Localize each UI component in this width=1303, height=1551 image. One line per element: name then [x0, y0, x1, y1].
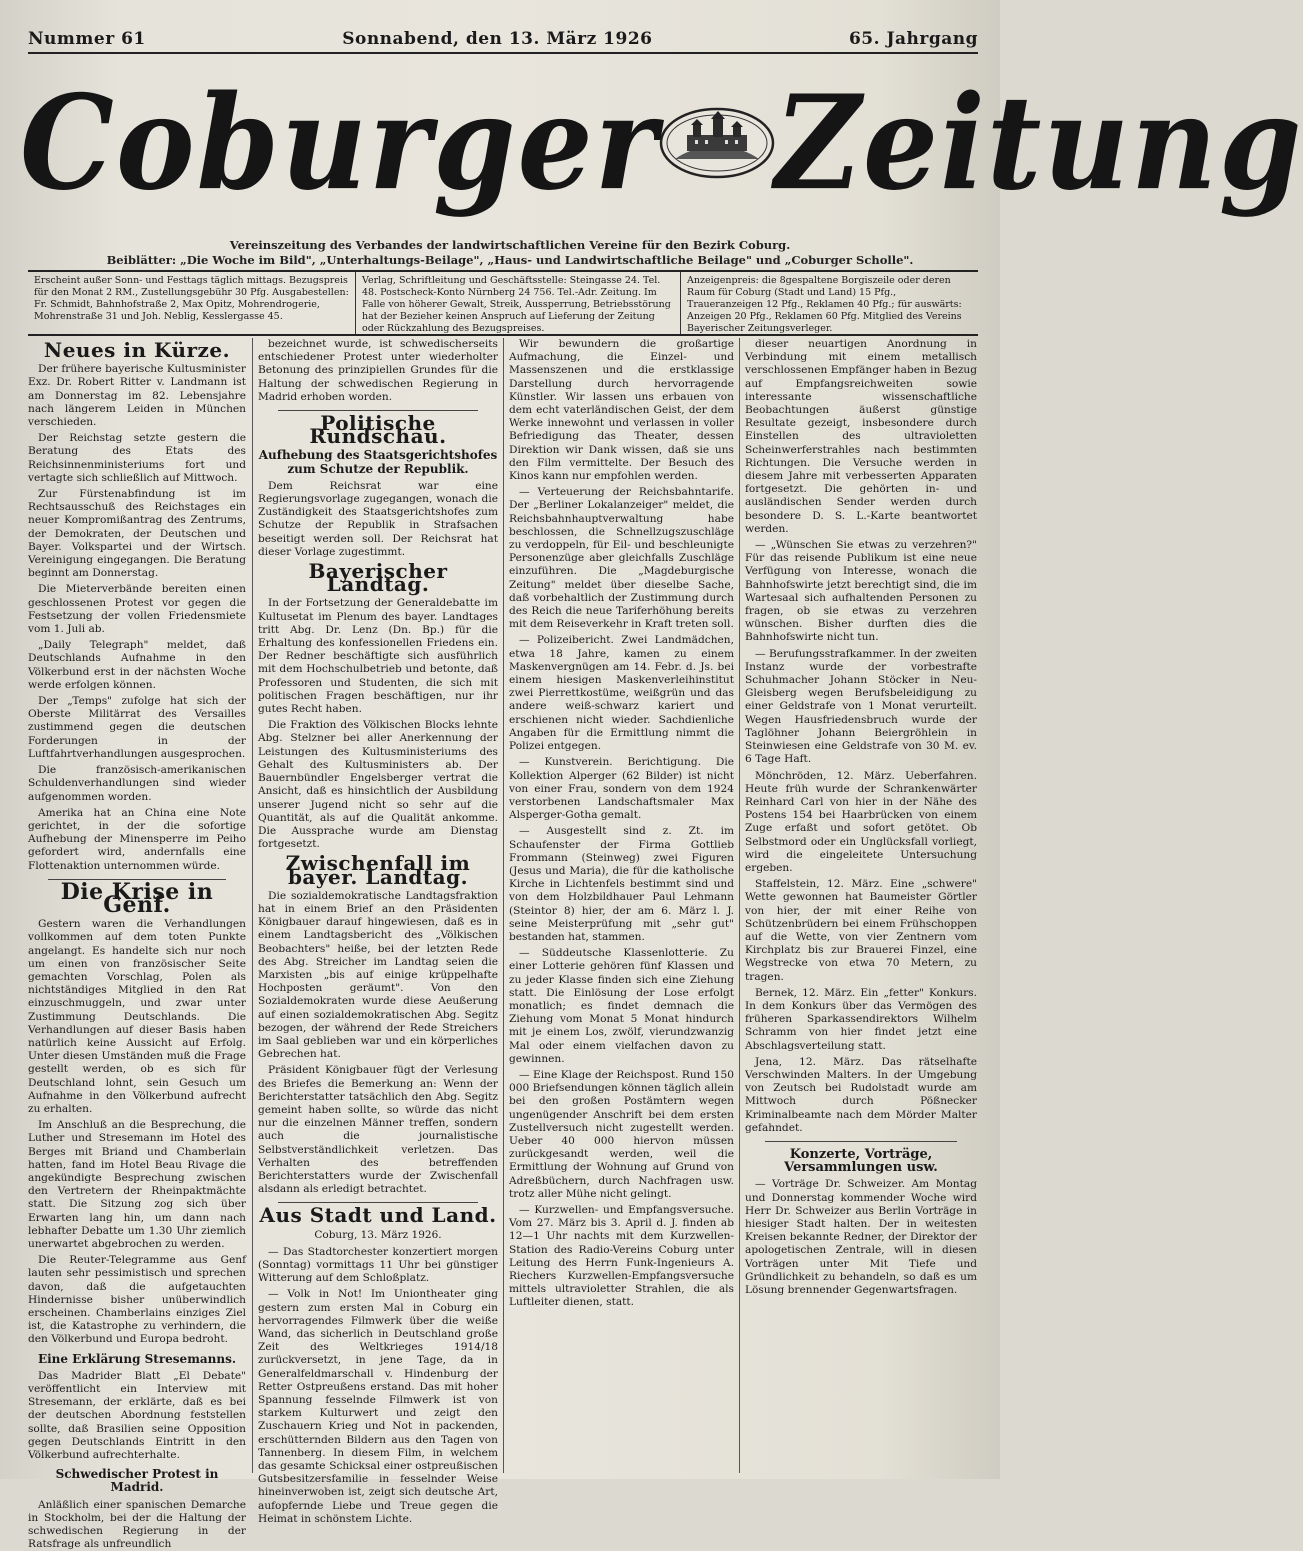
publisher-info: Verlag, Schriftleitung und Geschäftsstelle: Steingasse 24. Tel. 48. Postscheck-Konto Nürnberg 24 756. Tel.-Adr. Zeitung. Im Falle von höherer Gewalt, Streik, Aussperrung, Betriebsstörung hat der Bezieher keinen Anspruch auf Lieferung der Zeitung oder Rückzahlung des Bezugspreises.	[356, 272, 681, 334]
article-paragraph: Im Anschluß an die Besprechung, die Luther und Stresemann im Hotel des Berges mit Briand und Chamberlain hatten, fand im Hotel Beau Rivage die angekündigte Besprechung zwischen den Vertretern der Rheinpaktmächte statt. Die Sitzung zog sich über Erwarten lang hin, um dann nach lebhafter Debatte um 1.30 Uhr ziemlich unerwartet abgebrochen zu werden.	[28, 1119, 246, 1250]
masthead	[20, 58, 1303, 228]
heading-zwischenfall-landtag: Zwischenfall im bayer. Landtag.	[285, 851, 471, 889]
column-3	[509, 338, 734, 1473]
heading-politische-rundschau: Politische Rundschau.	[309, 411, 447, 449]
article-paragraph: — Verteuerung der Reichsbahntarife. Der „Berliner Lokalanzeiger" meldet, die Reichsbahnhauptverwaltung habe beschlossen, die Schnellzugszuschläge zu verdoppeln, für Eil- und beschleunigte Personenzüge aber gleichfalls Zuschläge einzuführen. Die „Magdeburgische Zeitung" meldet über dieselbe Sache, daß vorbehaltlich der Zustimmung durch des Reich die neue Tariferhöhung bereits mit dem Reiseverkehr in Kraft treten soll.	[509, 486, 734, 631]
article-paragraph: Wir bewundern die großartige Aufmachung, die Einzel- und Massenszenen und die erstklassige Darstellung durch hervorragende Künstler. Wir lassen uns erbauen von dem echt vaterländischen Geist, der dem Werke innewohnt und verlassen in voller Befriedigung das Theater, dessen Direktion wir Dank wissen, daß sie uns den Film vermittelte. Der Besuch des Kinos kann nur empfohlen werden.	[509, 338, 734, 483]
article-paragraph: Anläßlich einer spanischen Demarche in Stockholm, bei der die Haltung der schwedischen Regierung in der Ratsfrage als unfreundlich	[28, 1498, 246, 1551]
divider	[765, 1141, 957, 1142]
fortress-icon	[659, 105, 775, 181]
article-paragraph: dieser neuartigen Anordnung in Verbindung mit einem metallisch verschlossenen Empfänger haben in Bezug auf Empfangsreichweiten sowie interessante wissenschaftliche Beobachtungen äußerst günstige Resultate gezeigt, insbesondere durch Einstellen des ultravioletten Scheinwerferstrahles nach bestimmten Richtungen. Die Versuche werden in diesem Jahre mit verbesserten Apparaten fortgesetzt. Die gehörten in- und ausländischen Sender werden durch besondere D. S. L.-Karte beantwortet werden.	[745, 338, 978, 535]
heading-aus-stadt-und-land: Aus Stadt und Land.	[259, 1203, 497, 1228]
news-item: Der Reichstag setzte gestern die Beratung des Etats des Reichsinnenministeriums fort und vertagte sich schließlich auf Mittwoch.	[28, 432, 246, 484]
article-paragraph: — Eine Klage der Reichspost. Rund 150 000 Briefsendungen können täglich allein bei den großen Postämtern wegen ungenügender Anschrift bei dem ersten Zustellversuch nicht zugestellt werden. Ueber 40 000 hiervon müssen zurückgesandt werden, weil die Ermittlung der Wohnung auf Grund von Adreßbüchern, durch Nachfragen usw. trotz aller Mühe nicht gelingt.	[509, 1068, 734, 1200]
column-1	[28, 338, 246, 1551]
column-separator	[252, 338, 253, 1473]
news-item: Der frühere bayerische Kultusminister Exz. Dr. Robert Ritter v. Landmann ist am Donnerstag im 82. Lebensjahre nach längerem Leiden in München verschieden.	[28, 363, 246, 429]
subscription-info: Erscheint außer Sonn- und Festtags täglich mittags. Bezugspreis für den Monat 2 RM., Zustellungsgebühr 30 Pfg. Ausgabestellen: Fr. Schmidt, Bahnhofstraße 2, Max Opitz, Mohrendrogerie, Mohrenstraße 31 und Joh. Neblig, Kesslergasse 45.	[28, 272, 356, 334]
supplements-line: Beiblätter: „Die Woche im Bild", „Unterhaltungs-Beilage", „Haus- und Landwirtschaftliche Beilage" und „Coburger Scholle".	[106, 253, 914, 267]
news-item: Amerika hat an China eine Note gerichtet, in der die sofortige Aufhebung der Minensperre im Peiho gefordert wird, andernfalls eine Flottenaktion unternommen würde.	[28, 806, 246, 872]
article-paragraph: Bernek, 12. März. Ein „fetter" Konkurs. In dem Konkurs über das Vermögen des früheren Sparkassendirektors Wilhelm Schramm von hier findet jetzt eine Abschlagsverteilung statt.	[745, 986, 977, 1052]
heading-neues-in-kuerze: Neues in Kürze.	[43, 338, 231, 362]
article-paragraph: Die sozialdemokratische Landtagsfraktion hat in einem Brief an den Präsidenten Königbauer darauf hingewiesen, daß es in einem Landtagsbericht des „Völkischen Beobachters" heiße, bei der letzten Rede des Abg. Streicher im Landtag seien die Marxisten „bis auf einige krüppelhafte Hochposten geräumt". Von den Sozialdemokraten wurde diese Aeußerung auf einen sozialdemokratischen Abg. Segitz bezogen, der während der Rede Streichers im Saal geblieben war und ein körperliches Gebrechen hat.	[258, 889, 498, 1061]
article-paragraph: — Süddeutsche Klassenlotterie. Zu einer Lotterie gehören fünf Klassen und zu jeder Klasse finden sich eine Ziehung statt. Die Einlösung der Lose erfolgt monatlich; es findet demnach die Ziehung vom Monat 5 Monat hindurch mit je einem Los, zwölf, vierundzwanzig Mal oder einem vielfachen davon zu gewinnen.	[509, 947, 734, 1065]
article-paragraph: Gestern waren die Verhandlungen vollkommen auf dem toten Punkte angelangt. Es handelte sich nur noch um einen von französischer Seite gemachten Vorschlag, Polen als nichtständiges Mitglied in den Rat einzuschmuggeln, und zwar unter Zustimmung Deutschlands. Die Verhandlungen auf dieser Basis haben natürlich keine Aussicht auf Erfolg. Unter diesen Umständen muß die Frage gestellt werden, ob es sich für Deutschland lohnt, sein Gesuch um Aufnahme in den Völkerbund aufrecht zu erhalten.	[28, 918, 246, 1115]
heading-schwedischer-protest: Schwedischer Protest in Madrid.	[55, 1467, 219, 1495]
article-paragraph: — Das Stadtorchester konzertiert morgen (Sonntag) vormittags 11 Uhr bei günstiger Witterung auf dem Schloßplatz.	[258, 1245, 498, 1285]
article-paragraph: Die Reuter-Telegramme aus Genf lauten sehr pessimistisch und sprechen davon, daß die aufgetauchten Hindernisse bisher unüberwindlich erscheinen. Chamberlains einziges Ziel ist, die Katastrophe zu verhindern, die den Völkerbund und Europa bedroht.	[28, 1254, 246, 1346]
column-4	[745, 338, 977, 1473]
dateline: Coburg, 13. März 1926.	[314, 1228, 442, 1241]
heading-krise-in-genf: Die Krise in Genf.	[60, 878, 214, 918]
news-item: Zur Fürstenabfindung ist im Rechtsausschuß des Reichstages ein neuer Kompromißantrag des Zentrums, der Demokraten, der Deutschen und Bayer. Volkspartei und der Wirtsch. Vereinigung eingegangen. Die Beratung beginnt am Donnerstag.	[28, 488, 246, 580]
subheading-staatsgerichtshof: Aufhebung des Staatsgerichtshofes zum Schutze der Republik.	[258, 448, 498, 476]
article-paragraph: — Polizeibericht. Zwei Landmädchen, etwa 18 Jahre, kamen zu einem Maskenvergnügen am 14. Febr. d. Js. bei einem hiesigen Maskenverleihinstitut zwei Pierrettkostüme, weißgrün und das andere weiß-schwarz kariert und erschienen nicht wieder. Sachdienliche Angaben für die Ermittlung nimmt die Polizei entgegen.	[509, 634, 734, 753]
coburg-fortress-emblem	[659, 103, 775, 183]
article-paragraph: Mönchröden, 12. März. Ueberfahren. Heute früh wurde der Schrankenwärter Reinhard Carl von hier in der Nähe des Postens 154 bei Haarbrücken von einem Zuge erfaßt und sofort getötet. Ob Selbstmord oder ein Unglücksfall vorliegt, wird die eingeleitete Untersuchung ergeben.	[745, 769, 977, 874]
article-paragraph: Das Madrider Blatt „El Debate" veröffentlicht ein Interview mit Stresemann, der erklärte, daß es bei der deutschen Abordnung feststellen sollte, daß Brasilien seine Opposition gegen Deutschlands Eintritt in den Völkerbund aufrechterhalte.	[28, 1369, 246, 1462]
masthead-word-zeitung: Zeitung	[774, 66, 1303, 219]
article-paragraph: — Berufungsstrafkammer. In der zweiten Instanz wurde der vorbestrafte Schuhmacher Johann Stöcker in Neu-Gleisberg wegen Berufsbeleidigung zu einer Geldstrafe von 1 Monat verurteilt. Wegen Hausfriedensbruch wurde der Taglöhner Johann Beiergröhlein in Steinwiesen eine Geldstrafe von 30 M. ev. 6 Tage Haft.	[745, 647, 977, 766]
article-paragraph: bezeichnet wurde, ist schwedischerseits entschiedener Protest unter wiederholter Betonung des prinzipiellen Grundes für die Haltung der schwedischen Regierung in Madrid erhoben worden.	[258, 338, 498, 403]
column-2	[258, 338, 498, 1525]
article-paragraph: Dem Reichsrat war eine Regierungsvorlage zugegangen, wonach die Zuständigkeit des Staatsgerichtshofes zum Schutze der Republik in Strafsachen beseitigt werden soll. Der Reichsrat hat dieser Vorlage zugestimmt.	[258, 479, 498, 558]
article-paragraph: — Ausgestellt sind z. Zt. im Schaufenster der Firma Gottlieb Frommann (Steinweg) zwei Figuren (Jesus und Maria), die für die katholische Kirche in Lichtenfels bestimmt sind und von dem Holzbildhauer Paul Lehmann (Steintor 8) hier, der am 6. März l. J. seine Meisterprüfung mit „sehr gut" bestanden hat, stammen.	[509, 825, 734, 943]
news-item: Die französisch-amerikanischen Schuldenverhandlungen sind wieder aufgenommen worden.	[28, 764, 246, 803]
article-paragraph: — Kurzwellen- und Empfangsversuche. Vom 27. März bis 3. April d. J. finden ab 12—1 Uhr nachts mit dem Kurzwellen-Station des Radio-Vereins Coburg unter Leitung des Herrn Funk-Ingenieurs A. Riechers Kurzwellen-Empfangsversuche mittels ultravioletter Strahlen, die als Luftleiter dienen, statt.	[509, 1204, 734, 1309]
news-item: Der „Temps" zufolge hat sich der Oberste Militärrat des Versailles zustimmend gegen die deutschen Forderungen in der Luftfahrtverhandlungen ausgesprochen.	[28, 695, 246, 760]
advertising-info: Anzeigenpreis: die 8gespaltene Borgiszeile oder deren Raum für Coburg (Stadt und Land) 15 Pfg., Traueranzeigen 12 Pfg., Reklamen 40 Pfg.; für auswärts: Anzeigen 20 Pfg., Reklamen 60 Pfg. Mitglied des Vereins Bayerischer Zeitungsverleger.	[687, 275, 962, 334]
issue-number: Nummer 61	[28, 29, 146, 49]
heading-konzerte-vortraege: Konzerte, Vorträge, Versammlungen usw.	[784, 1146, 938, 1176]
info-bar	[28, 270, 978, 336]
issue-date: Sonnabend, den 13. März 1926	[342, 29, 653, 49]
article-paragraph: In der Fortsetzung der Generaldebatte im Kultusetat im Plenum des bayer. Landtages tritt Abg. Dr. Lenz (Dn. Bp.) für die Erhaltung des konfessionellen Friedens ein. Der Redner beschäftigte sich ausführlich mit dem Hochschulbetrieb und betonte, daß Professoren und Studenten, die sich mit politischen Fragen beschäftigen, nur ihr gutes Recht haben.	[258, 597, 498, 716]
news-item: „Daily Telegraph" meldet, daß Deutschlands Aufnahme in den Völkerbund erst in der nächsten Woche werde erfolgen können.	[28, 639, 246, 691]
article-paragraph: — Volk in Not! Im Uniontheater ging gestern zum ersten Mal in Coburg ein hervorragendes Filmwerk über die weiße Wand, das sicherlich in Deutschland große Zeit des Weltkrieges 1914/18 zurückversetzt, in jene Tage, da in Generalfeldmarschall v. Hindenburg der Retter Ostpreußens erstand. Das mit hoher Spannung fesselnde Filmwerk ist von starkem Kulturwert und zeigt den Zuschauern Krieg und Not in packenden, erschütternden Bildern aus den Tagen von Tannenberg. In diesem Film, in welchem das gesamte Schicksal einer ostpreußischen Gutsbesitzersfamilie in fesselnder Weise hineinverwoben ist, zeigt sich deutsche Art, aufopfernde Liebe und Treue gegen die Heimat in schönstem Lichte.	[258, 1288, 498, 1525]
heading-bayerischer-landtag: Bayerischer Landtag.	[308, 559, 448, 597]
volume-number: 65. Jahrgang	[848, 29, 978, 49]
masthead-word-coburger: Coburger	[20, 66, 659, 219]
association-subtitle: Vereinszeitung des Verbandes der landwirtschaftlichen Vereine für den Bezirk Coburg.	[229, 238, 791, 252]
heading-erklaerung-stresemanns: Eine Erklärung Stresemanns.	[37, 1351, 237, 1366]
article-paragraph: Die Fraktion des Völkischen Blocks lehnte Abg. Stelzner bei aller Anerkennung der Leistungen des Kultusministeriums des Gehalt des Kultusministers ab. Der Bauernbündler Engelsberger vertrat die Ansicht, daß es hinsichtlich der Ausbildung unserer Jugend nicht so sehr auf die Quantität, als auf die Qualität ankomme. Die Aussprache wurde am Dienstag fortgesetzt.	[258, 719, 498, 851]
article-paragraph: — „Wünschen Sie etwas zu verzehren?" Für das reisende Publikum ist eine neue Verfügung von Interesse, wonach die Bahnhofswirte jetzt berechtigt sind, die im Wartesaal sich aufhaltenden Personen zu fragen, ob sie etwas zu verzehren wünschen. Bisher durften dies die Bahnhofswirte nicht tun.	[745, 539, 977, 644]
article-paragraph: Präsident Königbauer fügt der Verlesung des Briefes die Bemerkung an: Wenn der Berichterstatter tatsächlich den Abg. Segitz gemeint haben sollte, so würde das nicht nur die einzelnen Männer treffen, sondern auch die journalistische Selbstverständlichkeit verletzen. Das Verhalten des betreffenden Berichterstatters wurde der Zwischenfall alsdann als erledigt betrachtet.	[258, 1064, 498, 1196]
column-separator	[503, 338, 504, 1473]
header-line	[28, 26, 978, 54]
article-paragraph: Jena, 12. März. Das rätselhafte Verschwinden Malters. In der Umgebung von Zeutsch bei Rudolstadt wurde am Mittwoch durch Pößnecker Kriminalbeamte nach dem Mörder Malter gefahndet.	[745, 1055, 977, 1134]
article-paragraph: Staffelstein, 12. März. Eine „schwere" Wette gewonnen hat Baumeister Görtler von hier, der mit einer Reihe von Schützenbrüdern bei einem Frühschoppen auf die Wette, von vier Zentnern vom Kirchplatz bis zur Brauerei Finzel, eine Wegstrecke von etwa 70 Metern, zu tragen.	[745, 878, 977, 983]
news-item: Die Mieterverbände bereiten einen geschlossenen Protest vor gegen die Festsetzung der vollen Friedensmiete vom 1. Juli ab.	[28, 583, 246, 636]
article-paragraph: — Kunstverein. Berichtigung. Die Kollektion Alperger (62 Bilder) ist nicht von einer Frau, sondern von dem 1924 verstorbenen Landschaftsmaler Max Alsperger-Gotha gemalt.	[509, 756, 734, 822]
article-paragraph: — Vorträge Dr. Schweizer. Am Montag und Donnerstag kommender Woche wird Herr Dr. Schweizer aus Berlin Vorträge in hiesiger Stadt halten. Der in weitesten Kreisen bekannte Redner, der Direktor der apologetischen Zentrale, will in diesen Vorträgen unter Mit Tiefe und Gründlichkeit zu behandeln, so daß es um Lösung brennender Gegenwartsfragen.	[745, 1178, 977, 1297]
column-separator	[739, 338, 740, 1473]
